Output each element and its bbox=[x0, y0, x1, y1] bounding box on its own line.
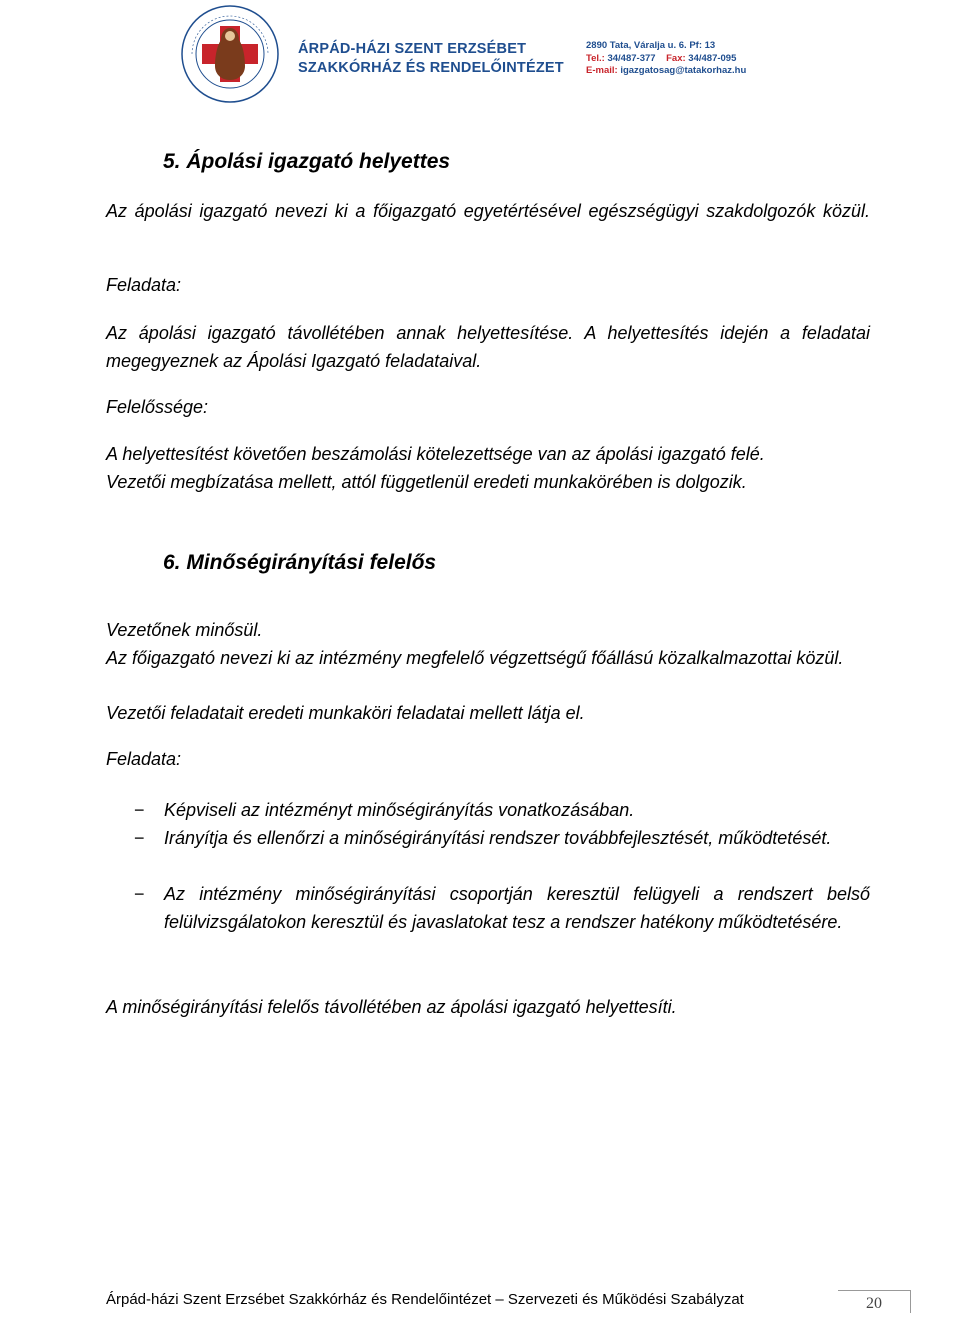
dash-bullet: − bbox=[134, 884, 145, 904]
dash-bullet: − bbox=[134, 800, 145, 820]
section5-resp-line1: A helyettesítést követően beszámolási kötelezettsége van az ápolási igazgató felé. bbox=[106, 444, 765, 464]
phone-fax-line bbox=[586, 53, 746, 66]
list-item-text: Az intézmény minőségirányítási csoportján keresztül felügyeli a rendszert belső felülvizsgálatokon keresztül és javaslatokat tesz a rendszer hatékony működtetésére. bbox=[164, 884, 870, 932]
email-value[interactable]: igazgatosag@tatakorhaz.hu bbox=[620, 65, 747, 76]
list-item bbox=[106, 824, 870, 852]
list-item bbox=[106, 796, 870, 824]
list-item-text: Képviseli az intézményt minőségirányítás vonatkozásában. bbox=[164, 800, 635, 820]
section5-resp-line2: Vezetői megbízatása mellett, attól függetlenül eredeti munkakörében is dolgozik. bbox=[106, 472, 747, 492]
section5-task-label: Feladata: bbox=[106, 275, 182, 295]
tel-value: 34/487-377 bbox=[607, 52, 656, 64]
section5-intro: Az ápolási igazgató nevezi ki a főigazgató egyetértésével egészségügyi szakdolgozók közül. bbox=[106, 201, 870, 221]
institution-name-line2: SZAKKÓRHÁZ ÉS RENDELŐINTÉZET bbox=[298, 60, 564, 76]
list-item bbox=[106, 880, 870, 936]
section6-line1: Vezetőnek minősül. bbox=[106, 620, 263, 640]
address: 2890 Tata, Váralja u. 6. Pf: 13 bbox=[586, 40, 716, 51]
section5-heading: 5. Ápolási igazgató helyettes bbox=[163, 150, 451, 173]
section6-heading: 6. Minőségirányítási felelős bbox=[163, 551, 437, 574]
section6-line2: Az főigazgató nevezi ki az intézmény megfelelő végzettségű főállású közalkalmazottai közül. bbox=[106, 648, 844, 668]
tel-label: Tel.: bbox=[586, 52, 605, 64]
email-label: E-mail: bbox=[586, 65, 618, 76]
page-number: 20 bbox=[838, 1290, 911, 1313]
footer-text: Árpád-házi Szent Erzsébet Szakkórház és Rendelőintézet – Szervezeti és Működési Szabályzat bbox=[106, 1291, 744, 1308]
letterhead bbox=[0, 0, 960, 110]
section5-task-text: Az ápolási igazgató távollétében annak helyettesítése. A helyettesítés idején a feladatai megegyeznek az Ápolási Igazgató feladataival. bbox=[106, 323, 870, 371]
email-line bbox=[586, 65, 746, 78]
section6-task-label: Feladata: bbox=[106, 749, 182, 769]
institution-name-line1: ÁRPÁD-HÁZI SZENT ERZSÉBET bbox=[298, 41, 527, 57]
contact-block bbox=[586, 40, 746, 78]
section6-closing: A minőségirányítási felelős távollétében az ápolási igazgató helyettesíti. bbox=[106, 997, 677, 1017]
section6-line3: Vezetői feladatait eredeti munkaköri feladatai mellett látja el. bbox=[106, 703, 585, 723]
dash-bullet: − bbox=[134, 828, 145, 848]
list-item-text: Irányítja és ellenőrzi a minőségirányítási rendszer továbbfejlesztését, működtetését. bbox=[164, 828, 832, 848]
institution-name bbox=[298, 40, 564, 78]
hospital-seal-logo bbox=[180, 4, 280, 104]
section5-resp-label: Felelőssége: bbox=[106, 397, 209, 417]
fax-value: 34/487-095 bbox=[688, 52, 737, 64]
fax-label: Fax: bbox=[666, 52, 686, 64]
